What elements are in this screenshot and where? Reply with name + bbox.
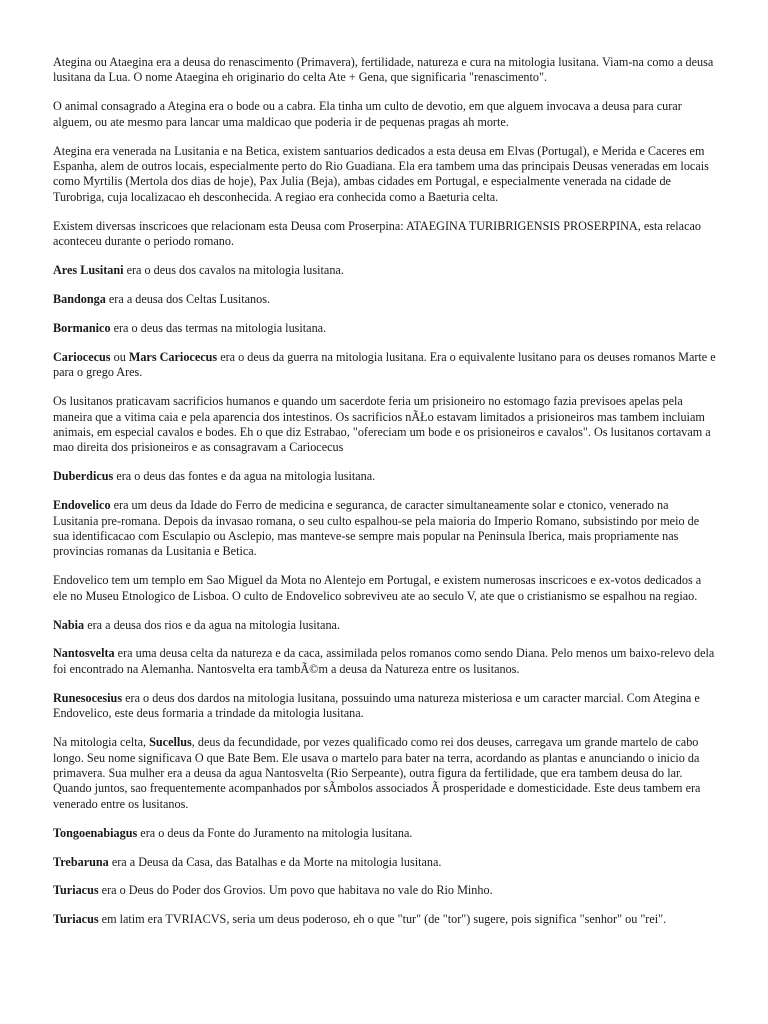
deity-name: Bormanico	[53, 320, 111, 335]
deity-name: Mars Cariocecus	[128, 349, 218, 364]
paragraph	[53, 394, 716, 456]
paragraph	[53, 735, 716, 812]
paragraph-text: era um deus da Idade do Ferro de medicina e seguranca, de caracter simultaneamente solar e ctonico, venerado na Lusitania pre-romana. Depois da invasao romana, o seu culto espalhou-se pela maioria do Imperio Romano, subsistindo por meio de sua identificacao com Esculapio ou Asclepio, mas manteve-se sempre mais popular na Peninsula Iberica, mais propriamente nas provincias romanas da Lusitania e Betica.	[53, 498, 700, 559]
paragraph	[53, 263, 716, 278]
deity-name: Endovelico	[53, 498, 111, 513]
paragraph	[53, 498, 716, 560]
paragraph	[53, 618, 716, 633]
deity-name: Cariocecus	[53, 349, 111, 364]
paragraph-text: era a Deusa da Casa, das Batalhas e da Morte na mitologia lusitana.	[108, 854, 442, 869]
paragraph	[53, 469, 716, 484]
paragraph-text: era o deus dos dardos na mitologia lusitana, possuindo uma natureza misteriosa e um caracter marcial. Com Ategina e Endovelico, este deus formaria a trindade da mitologia lusitana.	[53, 690, 700, 721]
paragraph	[53, 321, 716, 336]
paragraph	[53, 691, 716, 722]
paragraph	[53, 826, 716, 841]
deity-name: Turiacus	[53, 912, 99, 927]
deity-name: Tongoenabiagus	[53, 825, 138, 840]
deity-name: Nabia	[53, 617, 85, 632]
paragraph-text: Na mitologia celta,	[53, 735, 150, 750]
deity-name: Turiacus	[53, 883, 99, 898]
paragraph-text: O animal consagrado a Ategina era o bode ou a cabra. Ela tinha um culto de devotio, em que alguem invocava a deusa para curar alguem, ou ate mesmo para lancar uma maldicao que poderia ir de pequenas pragas ah morte.	[53, 99, 682, 129]
paragraph-text: era o deus das fontes e da agua na mitologia lusitana.	[113, 469, 376, 484]
paragraph-text: era uma deusa celta da natureza e da caca, assimilada pelos romanos como sendo Diana. Pelo menos um baixo-relevo dela foi encontrado na Alemanha. Nantosvelta era tambÃ©m a deusa da Natureza entre os lusitanos.	[53, 646, 715, 676]
paragraph	[53, 55, 716, 86]
paragraph-text: era o deus das termas na mitologia lusitana.	[110, 320, 327, 335]
deity-name: Runesocesius	[53, 690, 123, 705]
paragraph-text: Existem diversas inscricoes que relacionam esta Deusa com Proserpina: ATAEGINA TURIBRIGENSIS PROSERPINA, esta relacao aconteceu durante o periodo romano.	[53, 218, 701, 249]
paragraph-text: Os lusitanos praticavam sacrificios humanos e quando um sacerdote feria um prisioneiro no estomago fazia previsoes apelas pela maneira que a vitima caia e pela aparencia dos intestinos. Os sacrificios nÃŁo estavam limitados a prisioneiros mas tambem incluiam animais, em especial cavalos e bodes. Eh o que diz Estrabao, "ofereciam um bode e os prisioneiros e cavalos". Os lusitanos cortavam a mao direita dos prisioneiros e as consagravam a Cariocecus	[53, 394, 711, 455]
paragraph	[53, 883, 716, 898]
deity-name: Duberdicus	[53, 469, 114, 484]
deity-name: Bandonga	[53, 291, 106, 306]
paragraph	[53, 350, 716, 381]
paragraph-text: em latim era TVRIACVS, seria um deus poderoso, eh o que "tur" (de "tor") sugere, pois significa "senhor" ou "rei".	[98, 912, 667, 927]
paragraph-text: era o deus da guerra na mitologia lusitana. Era o equivalente lusitano para os deuses romanos Marte e para o grego Ares.	[53, 349, 716, 380]
paragraph-text: era a deusa dos rios e da agua na mitologia lusitana.	[84, 617, 341, 632]
paragraph	[53, 99, 716, 130]
paragraph-text: Endovelico tem um templo em Sao Miguel da Mota no Alentejo em Portugal, e existem numerosas inscricoes e ex-votos dedicados a ele no Museu Etnologico de Lisboa. O culto de Endovelico sobreviveu ate ao seculo V, ate que o cristianismo se espalhou na regiao.	[53, 573, 702, 603]
deity-name: Trebaruna	[53, 854, 109, 869]
paragraph	[53, 292, 716, 307]
paragraph-text: era o deus da Fonte do Juramento na mitologia lusitana.	[137, 825, 413, 840]
deity-name: Nantosvelta	[53, 646, 115, 661]
paragraph	[53, 219, 716, 250]
paragraph-text: era a deusa dos Celtas Lusitanos.	[105, 291, 270, 306]
paragraph	[53, 912, 716, 927]
paragraph	[53, 646, 716, 677]
paragraph	[53, 855, 716, 870]
deity-name: Ares Lusitani	[53, 263, 124, 278]
paragraph-text: Ategina ou Ataegina era a deusa do renascimento (Primavera), fertilidade, natureza e cura na mitologia lusitana. Viam-na como a deusa lusitana da Lua. O nome Ataegina eh originario do celta Ate + Gena, que significaria "renascimento".	[53, 55, 714, 85]
paragraph	[53, 573, 716, 604]
paragraph	[53, 144, 716, 206]
paragraph-text: era o Deus do Poder dos Grovios. Um povo que habitava no vale do Rio Minho.	[98, 883, 493, 898]
paragraph-text: era o deus dos cavalos na mitologia lusitana.	[123, 263, 344, 278]
deity-name: Sucellus	[149, 735, 192, 750]
paragraph-text: , deus da fecundidade, por vezes qualificado como rei dos deuses, carregava um grande martelo de cabo longo. Seu nome significava O que Bate Bem. Ele usava o martelo para bater na terra, acordando as plantas e anunciando o inicio da primavera. Sua mulher era a deusa da agua Nantosvelta (Rio Serpeante), outra figura da fertilidade, que era tambem deusa do lar. Quando juntos, sao frequentemente acompanhados por sÃmbolos associados Ã prosperidade e domesticidade. Este deus tambem era venerado entre os lusitanos.	[53, 735, 701, 811]
paragraph-text: ou	[110, 349, 129, 364]
paragraph-text: Ategina era venerada na Lusitania e na Betica, existem santuarios dedicados a esta deusa em Elvas (Portugal), e Merida e Caceres em Espanha, alem de outros locais, especialmente perto do Rio Guadiana. Ela era tambem uma das principais Deusas veneradas em locais como Myrtilis (Mertola dos dias de hoje), Pax Julia (Beja), ambas cidades em Portugal, e especialmente venerada na cidade de Turobriga, cuja localizacao eh desconhecida. A regiao era conhecida como a Baeturia celta.	[53, 143, 709, 204]
